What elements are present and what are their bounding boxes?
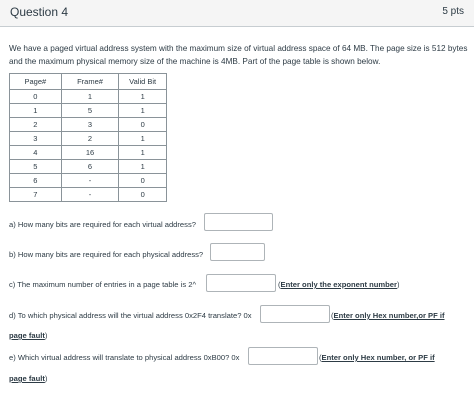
table-cell: 3	[10, 132, 62, 146]
part-d-note-line1: Enter only Hex number,or PF if	[333, 311, 445, 320]
question-intro: We have a paged virtual address system with the maximum size of virtual address space of 64 MB. The page size is 512 bytes and the maximum physical memory size of the machine is 4MB. Part of the page table is shown below.	[9, 44, 468, 66]
table-row	[10, 104, 167, 118]
table-cell: 7	[10, 188, 62, 202]
question-header	[0, 0, 474, 27]
table-row	[10, 118, 167, 132]
table-cell: 3	[61, 118, 119, 132]
table-cell: 1	[61, 90, 119, 104]
table-cell: 2	[61, 132, 119, 146]
table-row	[10, 174, 167, 188]
table-cell: 2	[10, 118, 62, 132]
part-d-text: d) To which physical address will the virtual address 0x2F4 translate? 0x	[9, 311, 252, 320]
table-cell: 1	[119, 104, 167, 118]
table-cell: 0	[119, 118, 167, 132]
part-c-note: (Enter only the exponent number)	[278, 280, 400, 289]
table-cell: 0	[10, 90, 62, 104]
part-a-text: a) How many bits are required for each virtual address?	[9, 220, 196, 229]
table-cell: 0	[119, 188, 167, 202]
table-cell: 6	[61, 160, 119, 174]
table-cell: 5	[61, 104, 119, 118]
table-cell: 1	[119, 90, 167, 104]
table-cell: 1	[10, 104, 62, 118]
part-c-text: c) The maximum number of entries in a page table is 2^	[9, 280, 197, 289]
page-table	[9, 73, 167, 202]
part-e-note: (Enter only Hex number, or PF if	[319, 353, 435, 362]
part-e-answer-input[interactable]	[248, 347, 318, 365]
question-points: 5 pts	[442, 6, 464, 17]
table-cell: 1	[119, 132, 167, 146]
table-row	[10, 146, 167, 160]
part-e-text: e) Which virtual address will translate to physical address 0xB00? 0x	[9, 353, 240, 362]
column-header: Page#	[10, 74, 62, 90]
part-d-note-cont: page fault)	[9, 331, 48, 340]
table-cell: -	[61, 188, 119, 202]
part-d-answer-input[interactable]	[260, 305, 330, 323]
part-c-answer-input[interactable]	[206, 274, 276, 292]
part-e-note-line1: Enter only Hex number, or PF if	[321, 353, 435, 362]
table-cell: 16	[61, 146, 119, 160]
column-header: Valid Bit	[119, 74, 167, 90]
table-row	[10, 188, 167, 202]
column-header: Frame#	[61, 74, 119, 90]
part-c-note-text: Enter only the exponent number	[280, 280, 397, 289]
table-row	[10, 160, 167, 174]
part-b-text: b) How many bits are required for each physical address?	[9, 250, 204, 259]
table-cell: 6	[10, 174, 62, 188]
part-b-answer-input[interactable]	[210, 243, 265, 261]
part-e-note-line2: page fault	[9, 374, 45, 383]
table-cell: -	[61, 174, 119, 188]
table-header-row	[10, 74, 167, 90]
part-d-note-line2: page fault	[9, 331, 45, 340]
part-d-note: (Enter only Hex number,or PF if	[331, 311, 445, 320]
table-cell: 0	[119, 174, 167, 188]
table-row	[10, 90, 167, 104]
question-title: Question 4	[10, 5, 69, 19]
part-e-note-cont: page fault)	[9, 374, 48, 383]
table-cell: 1	[119, 146, 167, 160]
table-row	[10, 132, 167, 146]
table-cell: 5	[10, 160, 62, 174]
table-cell: 1	[119, 160, 167, 174]
table-cell: 4	[10, 146, 62, 160]
part-a-answer-input[interactable]	[204, 213, 273, 231]
